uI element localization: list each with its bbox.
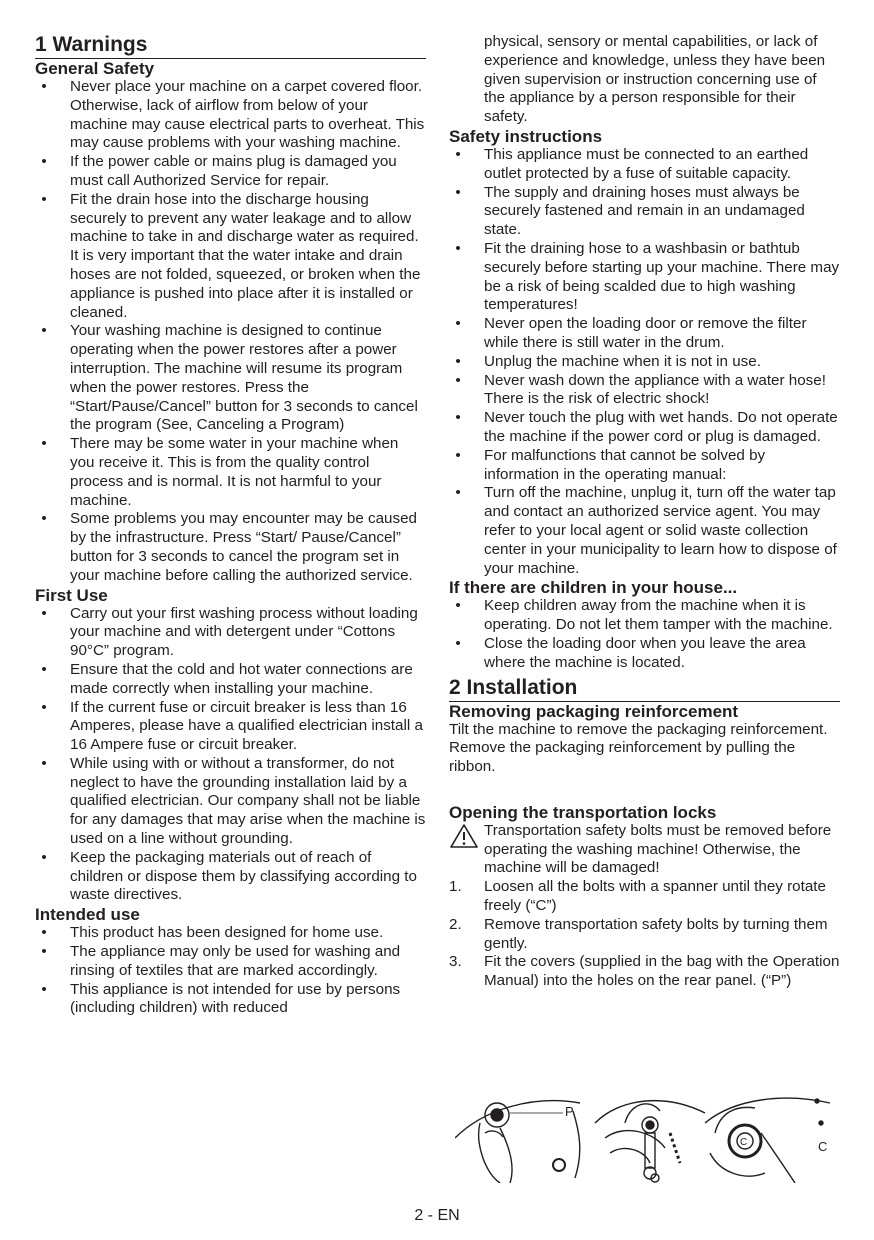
children-list (449, 597, 840, 672)
bullet-icon: • (41, 660, 47, 678)
bullet-icon: • (455, 446, 461, 464)
list-item: • If the current fuse or circuit breaker is less than 16 Amperes, please have a qualified electrician install a 16 Ampere fuse or circuit breaker. (35, 699, 426, 755)
list-item: 1. Loosen all the bolts with a spanner until they rotate freely (“C”) (449, 878, 826, 915)
list-item: • This appliance is not intended for use by persons (including children) with reduced (35, 981, 426, 1019)
bullet-icon: • (41, 980, 47, 998)
figure-bolt-loosen (705, 1098, 830, 1183)
bullet-icon: • (41, 698, 47, 716)
svg-text:C: C (740, 1137, 748, 1148)
left-column (35, 33, 426, 1018)
warning-triangle-icon (449, 823, 479, 849)
bullet-icon: • (455, 352, 461, 370)
figure-bolt-removal (595, 1101, 705, 1182)
bullet-icon: • (455, 484, 461, 502)
bullet-icon: • (41, 153, 47, 171)
list-item: • The supply and draining hoses must always be securely fastened and remain in an undamaged state. (449, 184, 840, 240)
list-item: • Your washing machine is designed to continue operating when the power restores after a power interruption. The machine will resume its program when the power restores. Press the “Start/Pause/Cancel” button for 3 seconds to cancel the program (See, Canceling a Program) (35, 322, 426, 435)
list-item: • Carry out your first washing process without loading your machine and with detergent under “Cottons 90°C” program. (35, 605, 426, 661)
transport-lock-illustrations (455, 1093, 840, 1183)
step-number: 1. (449, 878, 462, 896)
subheading-first-use: First Use (35, 585, 108, 605)
list-item: • Never place your machine on a carpet covered floor. Otherwise, lack of airflow from below of your machine may cause electrical parts to overheat. This may cause problems with your washing machine. (35, 78, 426, 153)
bullet-icon: • (455, 371, 461, 389)
bullet-icon: • (455, 597, 461, 615)
transport-warning: Transportation safety bolts must be removed before operating the washing machine! Otherwise, the machine will be damaged! (449, 822, 840, 878)
bullet-icon: • (41, 848, 47, 866)
subheading-intended-use: Intended use (35, 905, 140, 925)
intended-use-continuation: physical, sensory or mental capabilities, or lack of experience and knowledge, unless they have been given supervision or instruction concerning use of the appliance by a person responsible for their safety. (484, 33, 826, 126)
subheading-packaging: Removing packaging reinforcement (449, 701, 739, 721)
figure-cover-insert (455, 1101, 580, 1183)
bullet-icon: • (41, 754, 47, 772)
bullet-icon: • (455, 634, 461, 652)
list-item: • For malfunctions that cannot be solved by information in the operating manual: (449, 447, 840, 485)
list-item: • Some problems you may encounter may be caused by the infrastructure. Press “Start/ Pause/Cancel” button for 3 seconds to cancel the program set in your machine before calling the authorized service. (35, 510, 426, 585)
bullet-icon: • (41, 604, 47, 622)
list-item: • Unplug the machine when it is not in use. (449, 353, 840, 372)
bullet-icon: • (41, 190, 47, 208)
bullet-icon: • (41, 510, 47, 528)
packaging-text: Tilt the machine to remove the packaging reinforcement. Remove the packaging reinforcement by pulling the ribbon. (449, 720, 828, 776)
bullet-icon: • (455, 315, 461, 333)
bullet-icon: • (455, 183, 461, 201)
general-safety-list (35, 78, 426, 586)
list-item: • There may be some water in your machine when you receive it. This is from the quality control process and is normal. It is not harmful to your machine. (35, 435, 426, 510)
subheading-general-safety: General Safety (35, 59, 155, 78)
list-item: 3. Fit the covers (supplied in the bag with the Operation Manual) into the holes on the rear panel. (“P”) (449, 953, 840, 990)
step-number: 3. (449, 953, 462, 971)
right-column (449, 33, 840, 991)
list-item: • Keep the packaging materials out of reach of children or dispose them by classifying according to waste directives. (35, 849, 426, 905)
list-item: • Never touch the plug with wet hands. Do not operate the machine if the power cord or plug is damaged. (449, 409, 840, 447)
intended-use-list (35, 924, 426, 1018)
bullet-icon: • (41, 322, 47, 340)
safety-instructions-list (449, 146, 840, 578)
first-use-list (35, 605, 426, 906)
list-item: • Turn off the machine, unplug it, turn off the water tap and contact an authorized service agent. You may refer to your local agent or solid waste collection center in your municipality to learn how to dispose of your machine. (449, 484, 840, 578)
bullet-icon: • (41, 943, 47, 961)
subheading-safety-instructions: Safety instructions (449, 126, 603, 146)
list-item: 2. Remove transportation safety bolts by turning them gently. (449, 915, 828, 952)
bullet-icon: • (455, 145, 461, 163)
bullet-icon: • (41, 78, 47, 95)
bullet-icon: • (41, 924, 47, 942)
list-item: • Fit the drain hose into the discharge housing securely to prevent any water leakage and to allow machine to take in and discharge water as required. It is very important that the water intake and drain hoses are not folded, squeezed, or broken when the appliance is pushed into place after it is installed or cleaned. (35, 191, 426, 323)
transport-steps-list (449, 878, 840, 991)
section-heading-warnings: 1 Warnings (35, 33, 426, 59)
subheading-transport-locks: Opening the transportation locks (449, 802, 717, 822)
list-item: • Close the loading door when you leave the area where the machine is located. (449, 635, 840, 673)
list-item: • This product has been designed for home use. (35, 924, 426, 943)
section-heading-installation: 2 Installation (449, 676, 840, 702)
list-item: • Never wash down the appliance with a water hose! There is the risk of electric shock! (449, 372, 840, 410)
illustration-svg (455, 1093, 840, 1183)
subheading-children: If there are children in your house... (449, 578, 738, 598)
bullet-icon: • (455, 239, 461, 257)
list-item: • This appliance must be connected to an earthed outlet protected by a fuse of suitable capacity. (449, 146, 840, 184)
list-item: • Ensure that the cold and hot water connections are made correctly when installing your machine. (35, 661, 426, 699)
list-item: • While using with or without a transformer, do not neglect to have the grounding installation laid by a qualified electrician. Our company shall not be liable for any damages that may arise when the machine is used on a line without grounding. (35, 755, 426, 849)
list-item: • Never open the loading door or remove the filter while there is still water in the drum. (449, 315, 840, 353)
figure-label-c: C (818, 1139, 828, 1154)
step-number: 2. (449, 915, 462, 933)
bullet-icon: • (41, 435, 47, 453)
list-item: • Keep children away from the machine when it is operating. Do not let them tamper with the machine. (449, 597, 840, 635)
list-item: • The appliance may only be used for washing and rinsing of textiles that are marked accordingly. (35, 943, 426, 981)
bullet-icon: • (455, 409, 461, 427)
list-item: • If the power cable or mains plug is damaged you must call Authorized Service for repair. (35, 153, 426, 191)
figure-label-p: P (565, 1104, 574, 1119)
list-item: • Fit the draining hose to a washbasin or bathtub securely before starting up your machine. There may be a risk of being scalded due to high washing temperatures! (449, 240, 840, 315)
page-number: 2 - EN (414, 1207, 460, 1224)
